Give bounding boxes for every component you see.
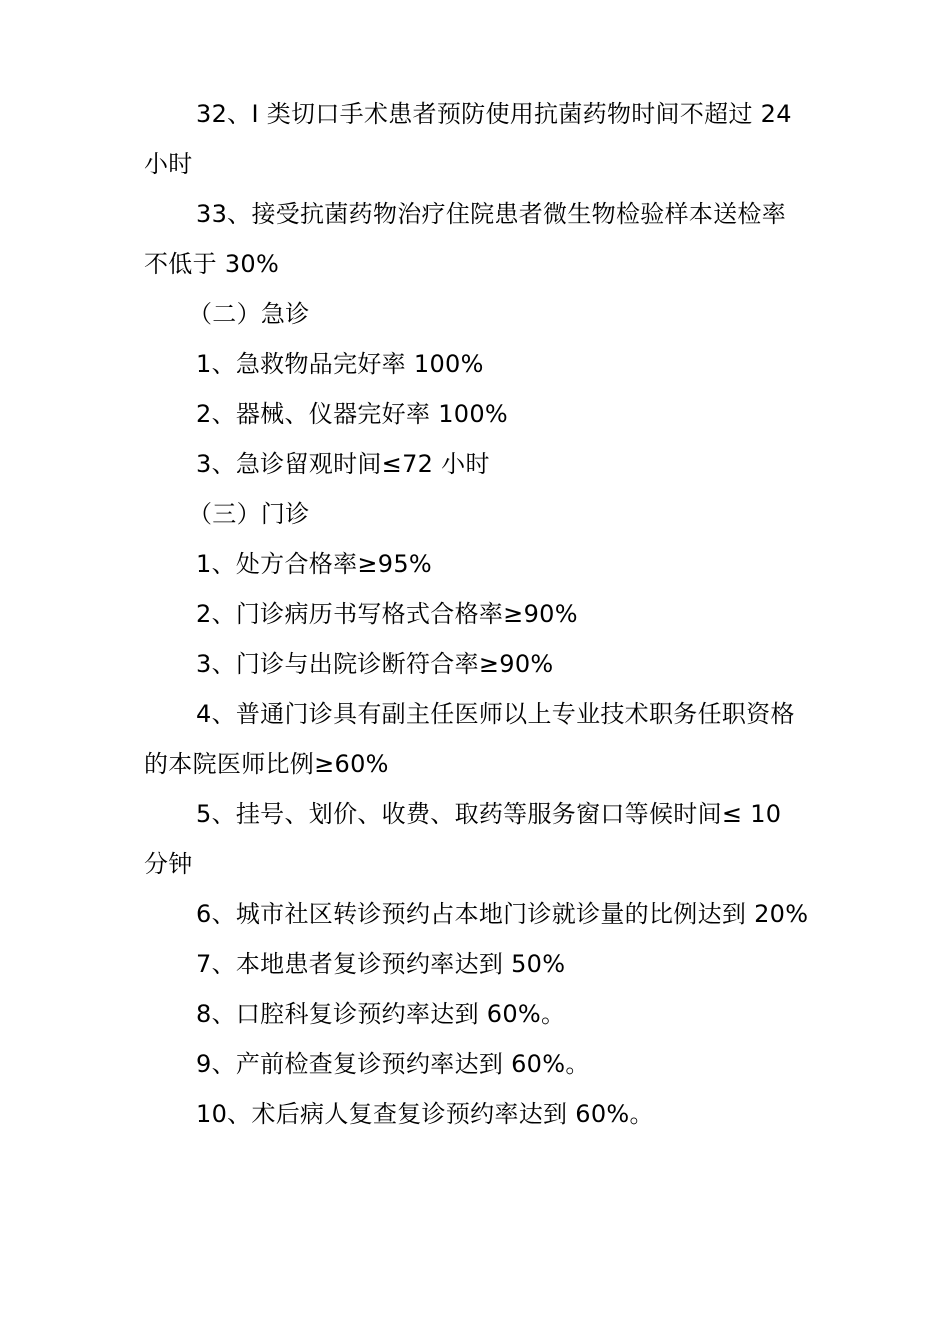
paragraph-item: 5、挂号、划价、收费、取药等服务窗口等候时间≤ 10 分钟 xyxy=(144,800,782,878)
paragraph-item: 10、术后病人复查复诊预约率达到 60%。 xyxy=(196,1100,654,1128)
paragraph-item: 2、门诊病历书写格式合格率≥90% xyxy=(196,600,578,628)
paragraph-item: 1、处方合格率≥95% xyxy=(196,550,433,578)
paragraph-item: 7、本地患者复诊预约率达到 50% xyxy=(196,950,566,978)
paragraph-item-33: 33、接受抗菌药物治疗住院患者微生物检验样本送检率不低于 30% xyxy=(144,200,787,278)
section-heading-emergency: （二）急诊 xyxy=(188,300,310,328)
document-body xyxy=(144,89,810,1139)
paragraph-item: 8、口腔科复诊预约率达到 60%。 xyxy=(196,1000,566,1028)
paragraph-item: 1、急救物品完好率 100% xyxy=(196,350,484,378)
paragraph-item: 3、门诊与出院诊断符合率≥90% xyxy=(196,650,554,678)
paragraph-item: 9、产前检查复诊预约率达到 60%。 xyxy=(196,1050,590,1078)
paragraph-item-32: 32、I 类切口手术患者预防使用抗菌药物时间不超过 24 小时 xyxy=(144,100,792,178)
paragraph-item: 3、急诊留观时间≤72 小时 xyxy=(196,450,490,478)
paragraph-item: 4、普通门诊具有副主任医师以上专业技术职务任职资格的本院医师比例≥60% xyxy=(144,700,795,778)
section-heading-outpatient: （三）门诊 xyxy=(188,500,310,528)
paragraph-item: 6、城市社区转诊预约占本地门诊就诊量的比例达到 20% xyxy=(196,900,809,928)
paragraph-item: 2、器械、仪器完好率 100% xyxy=(196,400,509,428)
